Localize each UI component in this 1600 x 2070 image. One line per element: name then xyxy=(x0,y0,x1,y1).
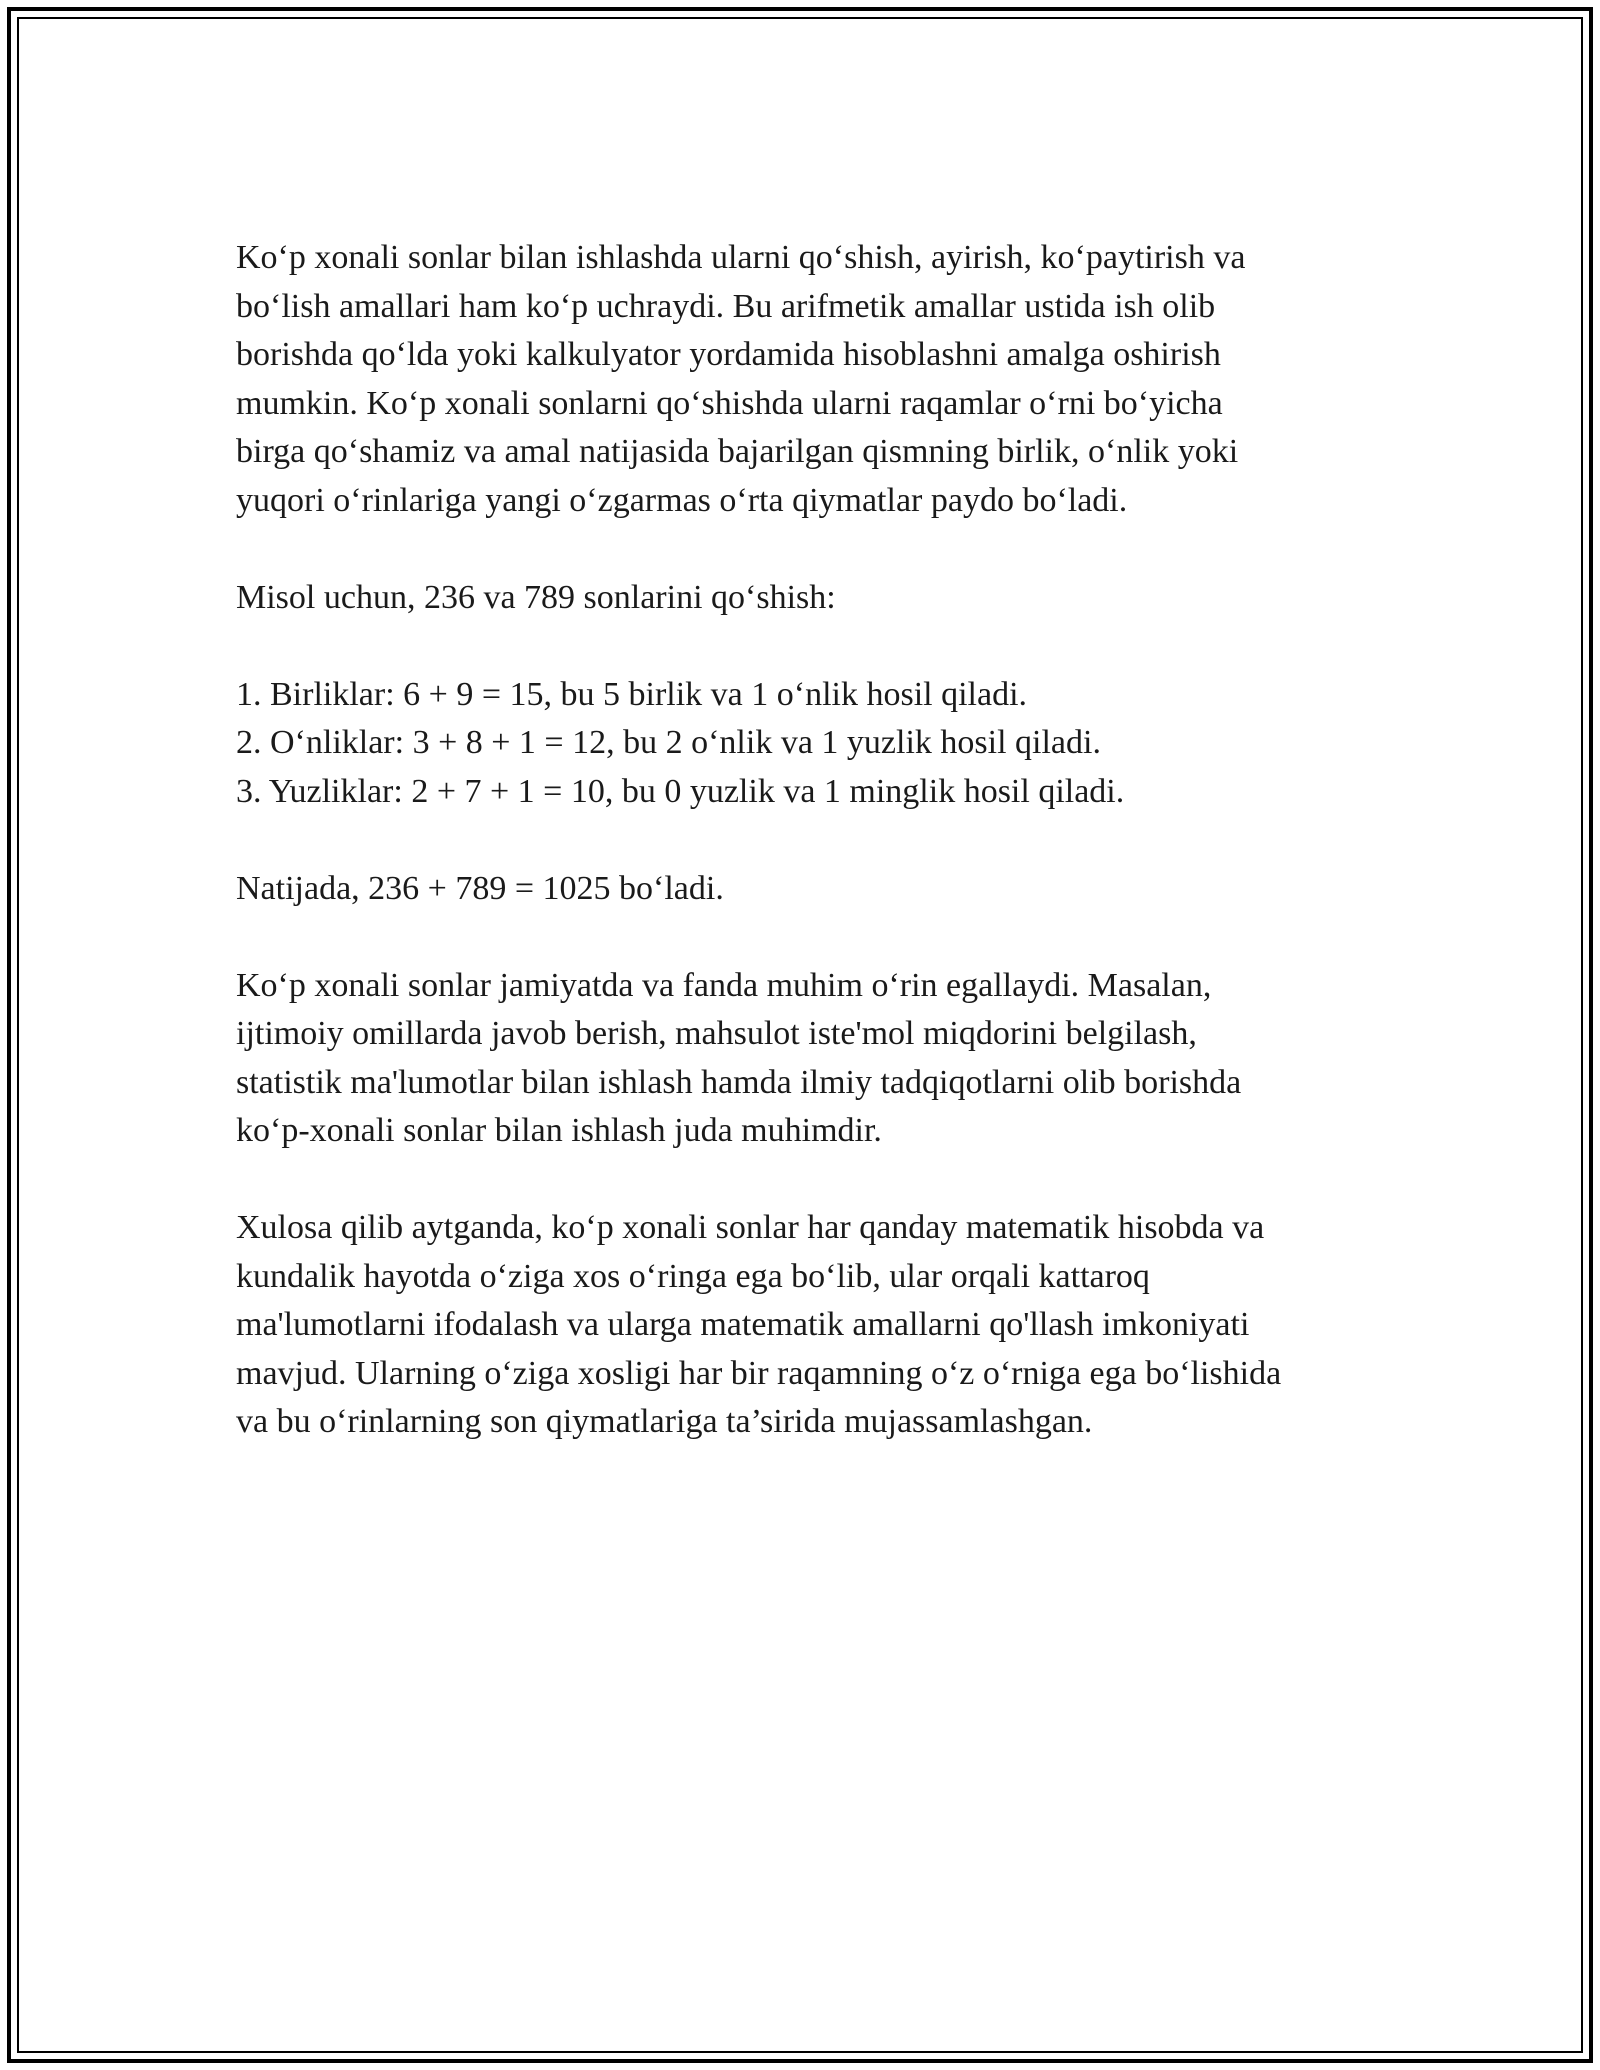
step-item: 1. Birliklar: 6 + 9 = 15, bu 5 birlik va 1 o‘nlik hosil qiladi. xyxy=(236,675,1028,713)
text-line: ko‘p-xonali sonlar bilan ishlash juda muhimdir. xyxy=(236,1112,882,1149)
document-body xyxy=(236,234,1396,1495)
text-line: statistik ma'lumotlar bilan ishlash hamda ilmiy tadqiqotlarni olib borishda xyxy=(236,1063,1242,1101)
text-line: Misol uchun, 236 va 789 sonlarini qo‘shish: xyxy=(236,578,836,616)
text-line: Ko‘p xonali sonlar jamiyatda va fanda muhim o‘rin egallaydi. Masalan, xyxy=(236,966,1212,1004)
steps-list xyxy=(236,671,1396,817)
step-item: 2. O‘nliklar: 3 + 8 + 1 = 12, bu 2 o‘nlik va 1 yuzlik hosil qiladi. xyxy=(236,724,1101,761)
text-line: mumkin. Ko‘p xonali sonlarni qo‘shishda ularni raqamlar o‘rni bo‘yicha xyxy=(236,384,1223,422)
text-line: yuqori o‘rinlariga yangi o‘zgarmas o‘rta qiymatlar paydo bo‘ladi. xyxy=(236,481,1128,519)
text-line: ma'lumotlarni ifodalash va ularga matematik amallarni qo'llash imkoniyati xyxy=(236,1306,1250,1343)
text-line: bo‘lish amallari ham ko‘p uchraydi. Bu arifmetik amallar ustida ish olib xyxy=(236,287,1216,325)
text-line: borishda qo‘lda yoki kalkulyator yordamida hisoblashni amalga oshirish xyxy=(236,336,1221,373)
text-line: Natijada, 236 + 789 = 1025 bo‘ladi. xyxy=(236,869,724,907)
text-line: Ko‘p xonali sonlar bilan ishlashda ularni qo‘shish, ayirish, ko‘paytirish va xyxy=(236,239,1246,276)
example-intro xyxy=(236,574,1396,623)
text-line: ijtimoiy omillarda javob berish, mahsulot iste'mol miqdorini belgilash, xyxy=(236,1015,1197,1052)
text-line: mavjud. Ularning o‘ziga xosligi har bir raqamning o‘z o‘rniga ega bo‘lishida xyxy=(236,1354,1282,1392)
text-line: va bu o‘rinlarning son qiymatlariga ta’sirida mujassamlashgan. xyxy=(236,1403,1093,1440)
step-item: 3. Yuzliklar: 2 + 7 + 1 = 10, bu 0 yuzlik va 1 minglik hosil qiladi. xyxy=(236,772,1125,810)
text-line: kundalik hayotda o‘ziga xos o‘ringa ega bo‘lib, ular orqali kattaroq xyxy=(236,1257,1150,1295)
text-line: birga qo‘shamiz va amal natijasida bajarilgan qismning birlik, o‘nlik yoki xyxy=(236,433,1239,470)
importance-paragraph xyxy=(236,962,1396,1156)
text-line: Xulosa qilib aytganda, ko‘p xonali sonlar har qanday matematik hisobda va xyxy=(236,1209,1265,1246)
intro-paragraph xyxy=(236,234,1396,525)
conclusion-paragraph xyxy=(236,1204,1396,1447)
result-paragraph xyxy=(236,865,1396,914)
